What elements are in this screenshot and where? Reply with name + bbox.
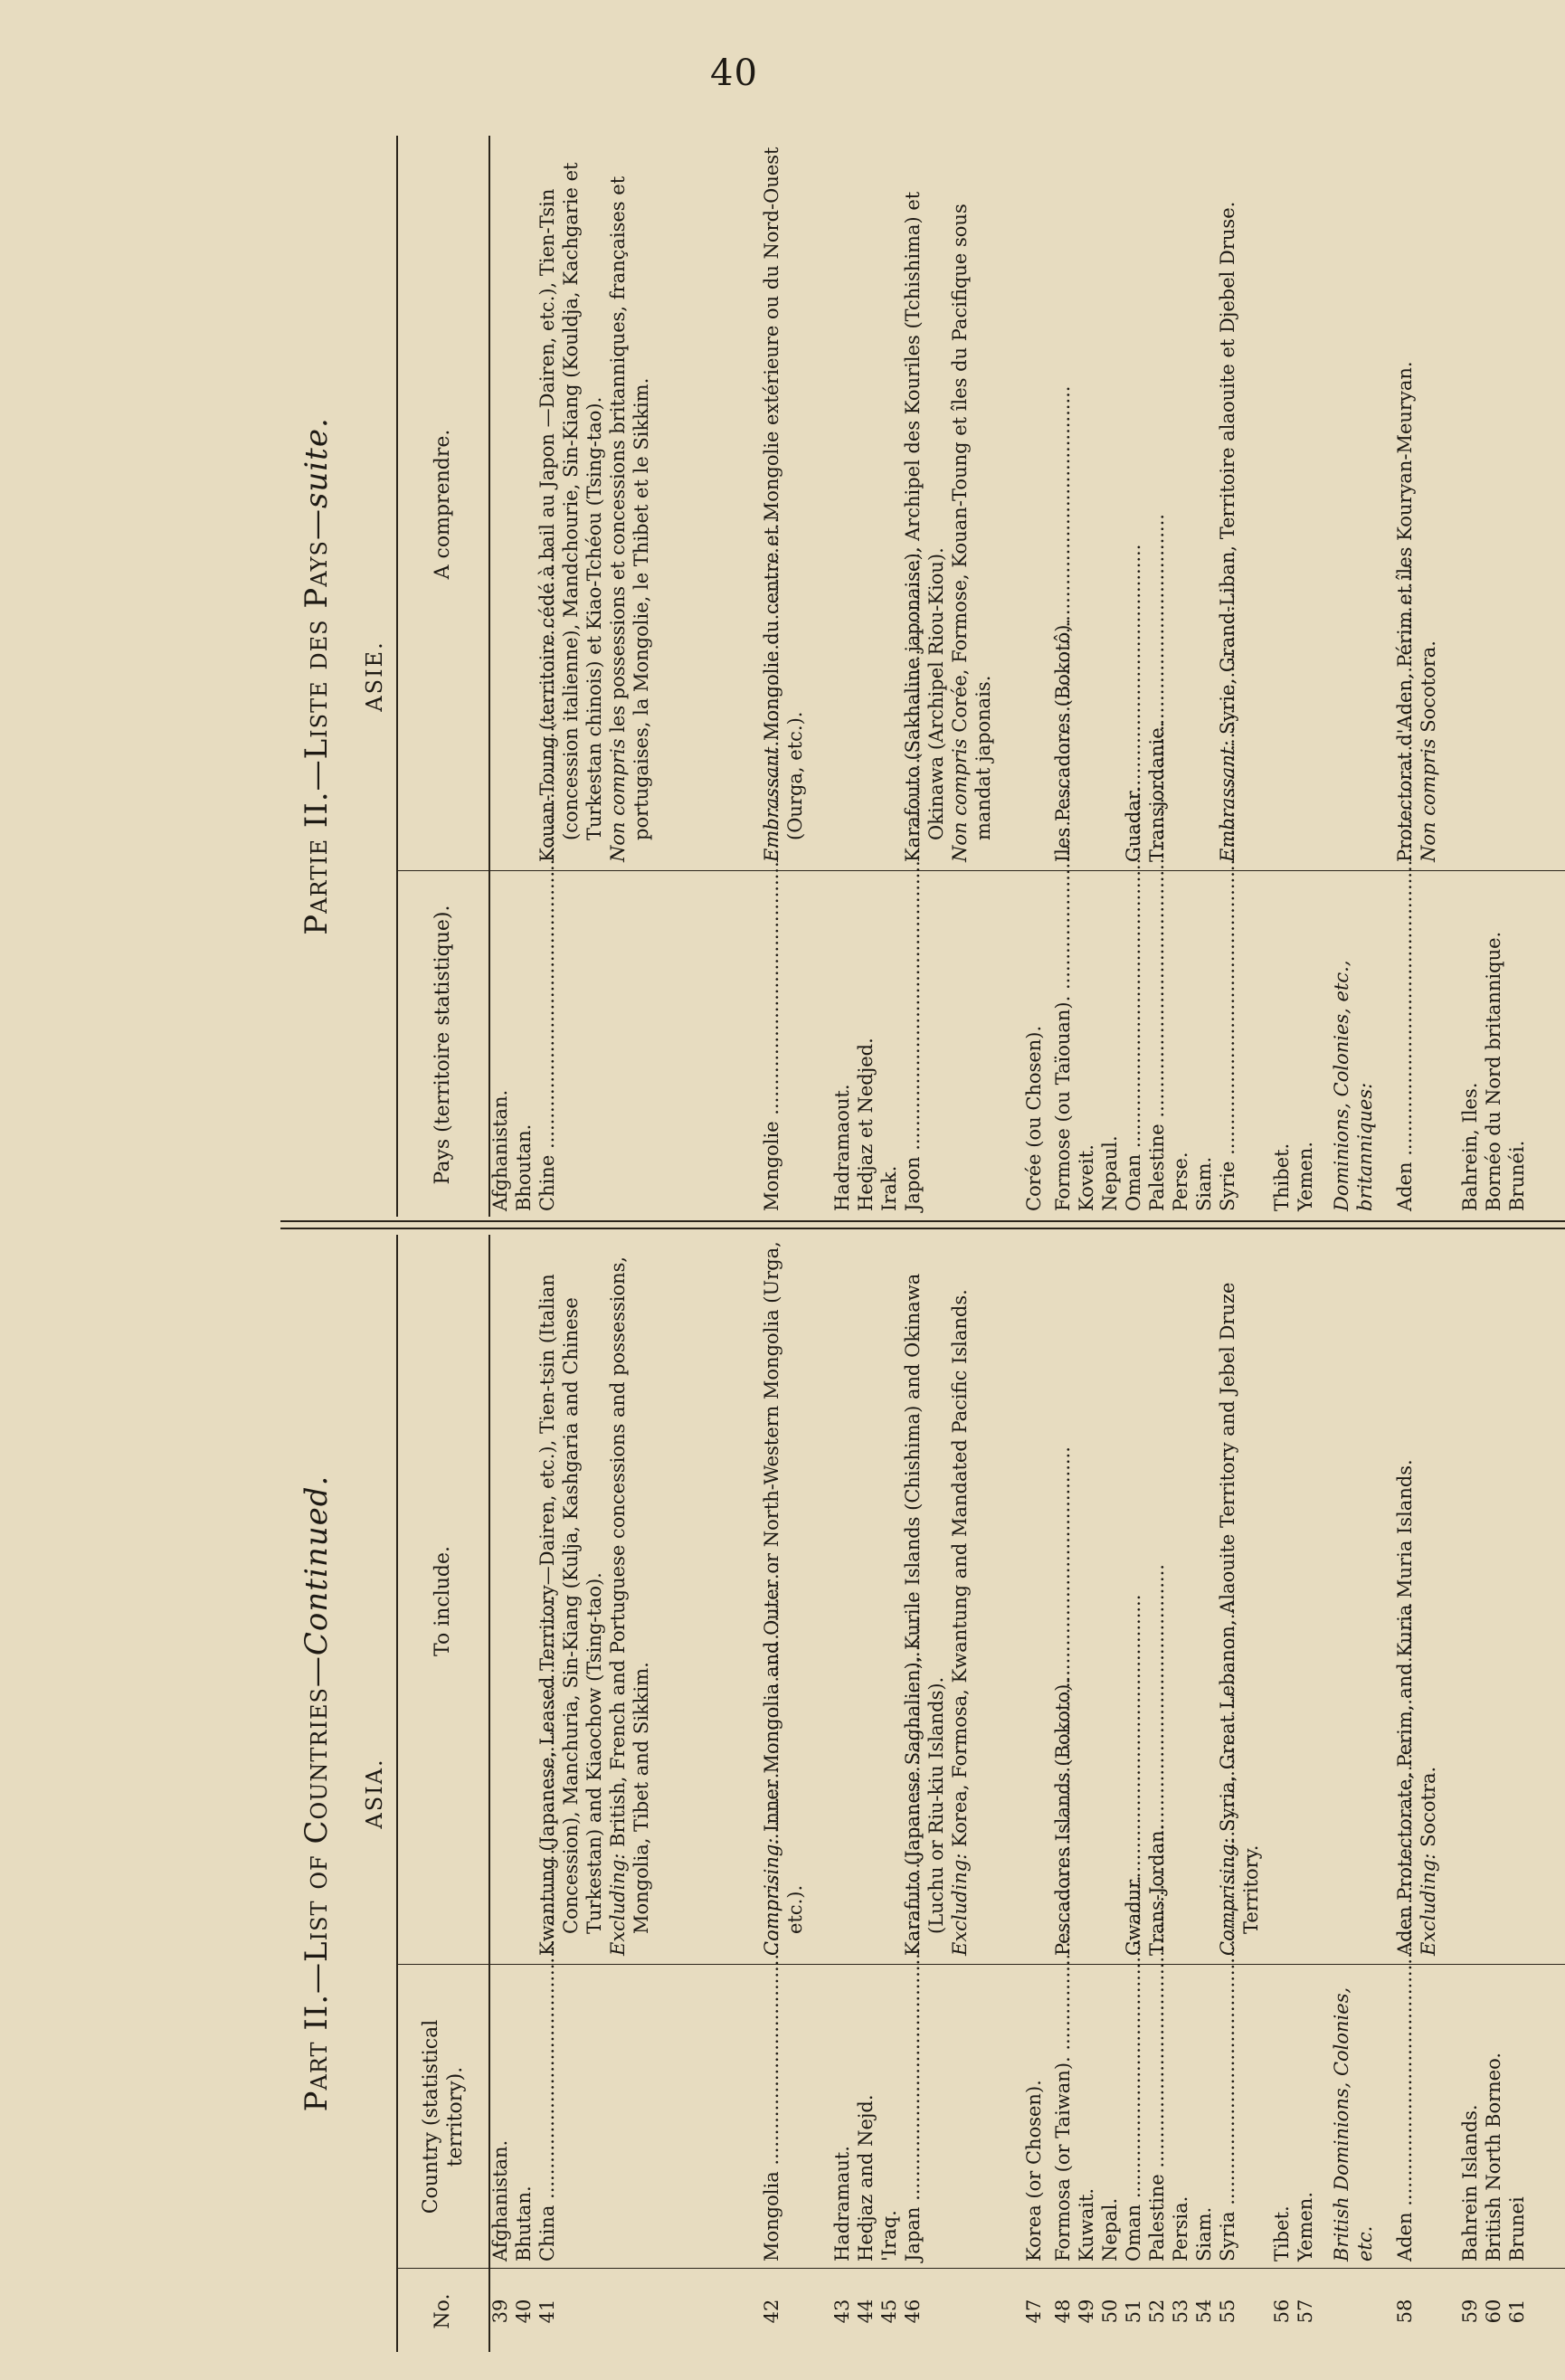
country-name: Oman ..... (1122, 877, 1145, 1211)
note-label: Non compris (607, 738, 629, 862)
country-cell (1122, 1970, 1145, 2261)
include-cell (536, 1239, 653, 1956)
include-cell (760, 142, 807, 862)
header-no: No. (432, 2293, 455, 2329)
country-name: Yemen. (1295, 2191, 1316, 2261)
header-a-comprendre: A comprendre. (432, 429, 455, 580)
note-text (948, 142, 995, 862)
country-name: Syrie ..... (1216, 877, 1239, 1211)
include-cell (1051, 1239, 1075, 1956)
note-text (606, 142, 653, 862)
country-cell (1270, 1970, 1294, 2261)
row-number: 58 (1394, 2299, 1416, 2324)
country-cell (1169, 877, 1192, 1211)
include-cell (901, 142, 995, 862)
country-cell (760, 1970, 783, 2261)
include-cell (536, 142, 653, 862)
country-cell (877, 877, 901, 1211)
country-cell (854, 877, 877, 1211)
country-cell (830, 877, 854, 1211)
country-name: Kuwait. (1076, 2187, 1097, 2261)
country-cell (1294, 1970, 1317, 2261)
include-cell (1216, 142, 1239, 862)
row-number: 46 (902, 2299, 924, 2324)
country-cell (1145, 1970, 1169, 2261)
note-body: Corée, Formose, Kouan-Toung et îles du Pacifique sous mandat japonais. (949, 204, 994, 840)
page-number: 40 (710, 52, 758, 94)
country-cell (1482, 1970, 1505, 2261)
note-body: Mongolie du centre et Mongolie extérieure ou du Nord-Ouest (Ourga, etc.). (761, 147, 806, 840)
english-title (280, 1235, 353, 2352)
note-label: Embrassant: (1217, 740, 1238, 862)
french-table-header (396, 136, 490, 1217)
row-number: 44 (855, 2299, 877, 2324)
row-number: 53 (1170, 2299, 1191, 2324)
row-number: 41 (536, 2299, 558, 2324)
row-number: 59 (1459, 2299, 1481, 2324)
country-cell (488, 877, 512, 1211)
include-cell (1216, 1239, 1263, 1956)
include-text: Kouan-Toung (territoire cédé à bail au Japon —Dairen, etc.), Tien-Tsin (concession italienne), Mandchourie, Sin-Kiang (Kouldja, Kachgarie et Turkestan chinois) et Kiao-Tchéou (Tsing-tao). (536, 162, 605, 862)
country-cell (1022, 1970, 1046, 2261)
country-name: Thibet. (1271, 1143, 1293, 1211)
country-cell (1051, 877, 1075, 1211)
country-name: Bahrein, Iles. (1459, 1082, 1481, 1211)
note-body: les possessions et concessions britanniques, françaises et portugaises, la Mongolie, le Thibet et le Sikkim. (607, 175, 652, 840)
row-number: 52 (1146, 2299, 1168, 2324)
include-text: Protectorat d'Aden, Périm et îles Kouryan-Meuryan. (1394, 361, 1416, 862)
country-name: Formosa (or Taiwan). ..... (1051, 1970, 1075, 2261)
include-cell (1145, 1239, 1169, 1956)
note-text (1216, 142, 1239, 862)
include-text: Guadar. (1123, 786, 1144, 862)
note-text (760, 1239, 807, 1956)
note-text (1216, 1239, 1263, 1956)
row-number: 61 (1506, 2299, 1528, 2324)
country-name: Perse. (1170, 1152, 1191, 1211)
country-name: Afghanistan. (489, 2139, 511, 2261)
note-body: Syria, Great Lebanon, Alaouite Territory and Jebel Druze Territory. (1217, 1282, 1262, 1934)
note-label: Excluding: (949, 1853, 971, 1956)
country-cell (901, 877, 925, 1211)
header-pays: Pays (territoire statistique). (432, 905, 455, 1185)
english-title-italic: Continued. (299, 1474, 335, 1656)
include-text: Gwadur. (1123, 1875, 1144, 1956)
include-text: Karafouto (Sakhaline japonaise), Archipel des Kouriles (Tchishima) et Okinawa (Archipel Riou-Kiou). (902, 191, 947, 862)
include-text: Iles Pescadores (Bokotô). (1052, 618, 1074, 862)
include-cell (901, 1239, 972, 1956)
include-cell (760, 1239, 807, 1956)
note-label: Embrassant (761, 746, 782, 862)
english-section (280, 1235, 1565, 2352)
country-cell (1192, 877, 1216, 1211)
country-name: Siam. (1193, 1156, 1215, 1211)
note-body: Socotra. (1418, 1766, 1439, 1847)
country-cell (512, 877, 536, 1211)
note-label: Comprising: (761, 1837, 782, 1956)
country-name: Oman ..... (1122, 1970, 1145, 2261)
group-heading: Dominions, Colonies, etc., britanniques: (1331, 960, 1376, 1211)
country-cell (1393, 877, 1417, 1211)
english-table-body (488, 1235, 1565, 2352)
row-number: 39 (489, 2299, 511, 2324)
rotated-table-frame (280, 136, 1565, 2352)
row-number: 42 (761, 2299, 782, 2324)
country-name: Bahrein Islands. (1459, 2104, 1481, 2261)
country-name: Afghanistan. (489, 1089, 511, 1211)
country-cell (488, 1970, 512, 2261)
country-name: Hadramaut. (831, 2146, 853, 2261)
row-number: 56 (1271, 2299, 1293, 2324)
note-body: Socotora. (1418, 640, 1439, 733)
include-text: Kwantung (Japanese, Leased Territory—Dairen, etc.), Tien-tsin (Italian Concession), Manchuria, Sin-Kiang (Kulja, Kashgaria and Chinese Turkestan) and Kiaochow (Tsing-tao). (536, 1274, 605, 1956)
country-cell (1216, 877, 1239, 1211)
french-section (280, 136, 1565, 1217)
country-name: Mongolie ..... (760, 877, 783, 1211)
country-name: Formose (ou Taïouan). ..... (1051, 877, 1075, 1211)
country-name: Irak. (878, 1165, 900, 1211)
header-include: To include. (432, 1545, 455, 1657)
country-name: Hedjaz and Nejd. (855, 2094, 877, 2261)
english-table-header (396, 1235, 490, 2352)
country-cell (1145, 877, 1169, 1211)
country-name: Brunéi. (1506, 1140, 1528, 1211)
country-cell (536, 877, 559, 1211)
french-title-italic: suite. (299, 417, 335, 509)
french-title (280, 136, 353, 1217)
include-cell (1393, 1239, 1440, 1956)
country-cell (1098, 877, 1122, 1211)
include-cell (1122, 1239, 1145, 1956)
include-text: Aden Protectorate, Perim, and Kuria Muria Islands. (1394, 1459, 1416, 1956)
row-number: 49 (1076, 2299, 1097, 2324)
english-region-heading: ASIA. (362, 1758, 387, 1829)
country-name: Corée (ou Chosen). (1023, 1025, 1045, 1211)
country-name: British North Borneo. (1483, 2052, 1504, 2261)
note-label: Excluding: (1418, 1853, 1439, 1956)
include-text: Pescadores Islands (Bokoto). (1052, 1678, 1074, 1956)
row-number: 43 (831, 2299, 853, 2324)
country-name: Tibet. (1271, 2205, 1293, 2261)
country-name: Aden ..... (1393, 877, 1417, 1211)
row-number: 57 (1295, 2299, 1316, 2324)
row-number: 45 (878, 2299, 900, 2324)
country-cell (1330, 877, 1377, 1211)
country-cell (1169, 1970, 1192, 2261)
row-number: 40 (513, 2299, 535, 2324)
country-cell (1505, 877, 1529, 1211)
header-country: Country (statistical territory). (419, 2019, 467, 2214)
country-cell (760, 877, 783, 1211)
country-cell (1122, 877, 1145, 1211)
country-name: Brunei (1506, 2196, 1528, 2261)
note-text (1417, 1239, 1440, 1956)
include-cell (1122, 142, 1145, 862)
country-name: Japan ..... (901, 1970, 925, 2261)
group-heading: British Dominions, Colonies, etc. (1331, 1986, 1376, 2261)
country-cell (877, 1970, 901, 2261)
include-cell (1145, 142, 1169, 862)
country-cell (1051, 1970, 1075, 2261)
note-text (1417, 142, 1440, 862)
double-rule-divider (280, 1220, 1565, 1229)
english-title-main: Part II.—List of Countries— (299, 1655, 335, 2112)
country-name: Palestine ..... (1145, 1970, 1169, 2261)
country-cell (1458, 877, 1482, 1211)
row-number: 54 (1193, 2299, 1215, 2324)
country-cell (1098, 1970, 1122, 2261)
country-name: Chine ..... (536, 877, 559, 1211)
country-cell (1330, 1970, 1377, 2261)
french-title-main: Partie II.—Liste des Pays— (299, 508, 335, 935)
country-cell (536, 1970, 559, 2261)
country-cell (1393, 1970, 1417, 2261)
country-name: Nepaul. (1099, 1135, 1121, 1211)
country-name: Hadramaout. (831, 1084, 853, 1211)
include-text: Trans-Jordan. (1146, 1824, 1168, 1956)
country-name: Mongolia ..... (760, 1970, 783, 2261)
note-text (948, 1239, 972, 1956)
note-label: Comprising: (1217, 1837, 1238, 1956)
french-table-body (488, 136, 1565, 1217)
row-number: 47 (1023, 2299, 1045, 2324)
country-name: Koveit. (1076, 1144, 1097, 1211)
country-cell (1216, 1970, 1239, 2261)
row-number: 50 (1099, 2299, 1121, 2324)
country-cell (512, 1970, 536, 2261)
country-name: Palestine ..... (1145, 877, 1169, 1211)
country-cell (1294, 877, 1317, 1211)
note-label: Non compris (1418, 738, 1439, 862)
country-name: Syria ..... (1216, 1970, 1239, 2261)
country-name: Korea (or Chosen). (1023, 2080, 1045, 2261)
include-text: Karafuto (Japanese Saghalien), Kurile Islands (Chishima) and Okinawa (Luchu or Riu-kiu Islands). (902, 1273, 947, 1956)
note-text (606, 1239, 653, 1956)
country-cell (1482, 877, 1505, 1211)
include-cell (1393, 142, 1440, 862)
include-cell (1051, 142, 1075, 862)
note-body: Korea, Formosa, Kwantung and Mandated Pacific Islands. (949, 1289, 971, 1847)
row-number: 60 (1483, 2299, 1504, 2324)
country-name: Persia. (1170, 2195, 1191, 2261)
note-body: British, French and Portuguese concessions and possessions, Mongolia, Tibet and Sikkim. (607, 1256, 652, 1934)
country-cell (1505, 1970, 1529, 2261)
country-cell (1458, 1970, 1482, 2261)
country-name: China ..... (536, 1970, 559, 2261)
country-cell (1192, 1970, 1216, 2261)
country-cell (901, 1970, 925, 2261)
country-name: Aden ..... (1393, 1970, 1417, 2261)
country-name: Siam. (1193, 2206, 1215, 2261)
country-cell (1075, 1970, 1098, 2261)
country-name: Yemen. (1295, 1141, 1316, 1211)
french-region-heading: ASIE. (362, 640, 387, 712)
country-name: Bhoutan. (513, 1124, 535, 1211)
country-cell (854, 1970, 877, 2261)
country-cell (1075, 877, 1098, 1211)
row-number: 48 (1052, 2299, 1074, 2324)
row-number: 55 (1217, 2299, 1238, 2324)
include-text: Transjordanie. (1146, 721, 1168, 862)
country-cell (1270, 877, 1294, 1211)
note-label: Excluding: (607, 1853, 629, 1956)
note-body: Inner Mongolia and Outer or North-Western Mongolia (Urga, etc.). (761, 1241, 806, 1934)
country-cell (830, 1970, 854, 2261)
country-name: Japon ..... (901, 877, 925, 1211)
country-name: Bornéo du Nord britannique. (1483, 931, 1504, 1211)
row-number: 51 (1123, 2299, 1144, 2324)
note-text (760, 142, 807, 862)
note-label: Non compris (949, 738, 971, 862)
country-name: Hedjaz et Nedjed. (855, 1038, 877, 1211)
country-cell (1022, 877, 1046, 1211)
note-body: Syrie, Grand-Liban, Territoire alaouite et Djebel Druse. (1217, 201, 1238, 735)
country-name: 'Iraq. (878, 2210, 900, 2261)
country-name: Bhutan. (513, 2186, 535, 2261)
country-name: Nepal. (1099, 2197, 1121, 2261)
